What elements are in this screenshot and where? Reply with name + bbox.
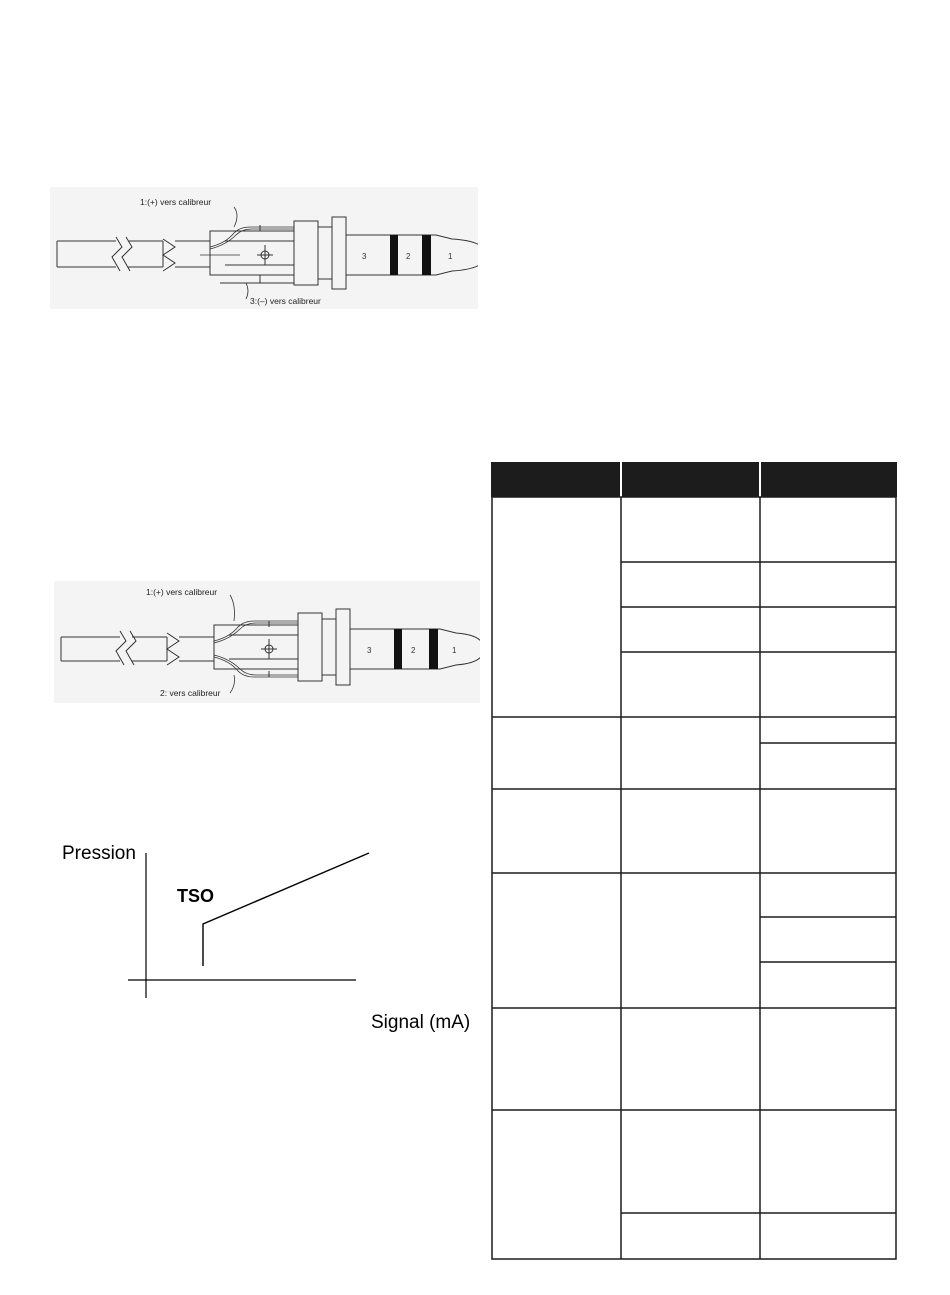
graph-curve (203, 853, 369, 966)
wire-label-negative: 3:(–) vers calibreur (250, 296, 321, 306)
band-label-2: 2 (411, 646, 416, 655)
pressure-signal-graph (0, 0, 480, 1010)
band-label-1: 1 (448, 252, 453, 261)
specification-table (491, 462, 898, 1262)
band-label-3: 3 (362, 252, 367, 261)
table-header (491, 462, 897, 497)
wire-label-positive: 1:(+) vers calibreur (146, 587, 218, 597)
wire-label-negative: 2: vers calibreur (160, 688, 221, 698)
band-label-1: 1 (452, 646, 457, 655)
band-label-2: 2 (406, 252, 411, 261)
graph-curve-label: TSO (177, 886, 215, 906)
band-label-3: 3 (367, 646, 372, 655)
graph-x-label: Signal (mA) (371, 1012, 471, 1033)
wire-label-positive: 1:(+) vers calibreur (140, 197, 212, 207)
graph-y-label: Pression (62, 843, 136, 864)
